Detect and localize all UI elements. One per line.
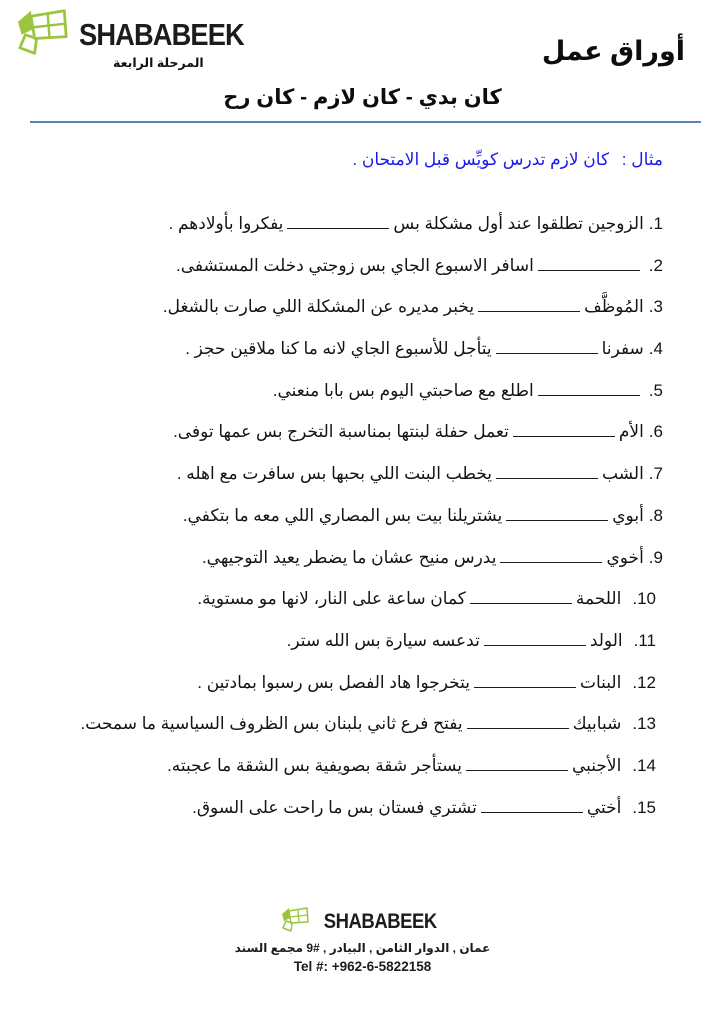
worksheet-item (36, 627, 663, 654)
window-logo-icon (280, 906, 311, 938)
answer-blank (481, 812, 583, 813)
title-divider (30, 121, 701, 123)
worksheet-item (36, 502, 663, 529)
worksheet-item (36, 418, 663, 445)
worksheet-item (36, 710, 663, 737)
item-text-after: يخبر مديره عن المشكلة اللي صارت بالشغل. (162, 297, 475, 317)
item-text-after: يشتريلنا بيت بس المصاري اللي معه ما بتكفي. (182, 505, 503, 525)
item-text-before: شبابيك (572, 714, 622, 734)
worksheet-item (36, 669, 663, 696)
page-footer (0, 906, 725, 974)
window-logo-icon (14, 7, 72, 62)
item-text-after: اطلع مع صاحبتي اليوم بس بابا منعني. (272, 380, 534, 400)
item-text-after: يتأجل للأسبوع الجاي لانه ما كنا ملاقين حجز . (185, 339, 492, 359)
answer-blank (538, 270, 640, 271)
footer-logo (0, 906, 725, 938)
item-text-after: تشتري فستان بس ما راحت على السوق. (192, 797, 477, 817)
worksheet-item (36, 794, 663, 821)
worksheet-content (36, 147, 663, 835)
item-number: 10. (632, 589, 656, 609)
worksheet-item (36, 752, 663, 779)
answer-blank (466, 770, 568, 771)
item-number: 6. (648, 422, 663, 442)
answer-blank (506, 520, 608, 521)
answer-blank (474, 687, 576, 688)
page-title: كان بدي - كان لازم - كان رح (223, 86, 502, 109)
worksheet-item (36, 210, 663, 237)
answer-blank (287, 228, 389, 229)
item-text-before: الولد (589, 630, 623, 650)
item-text-before: سفرنا (601, 339, 644, 359)
brand-logo (14, 7, 266, 62)
footer-phone: Tel #: +962-6-5822158 (293, 959, 432, 974)
example-text: كان لازم تدرس كويِّس قبل الامتحان . (352, 150, 610, 169)
item-text-before: اللحمة (575, 589, 622, 609)
answer-blank (478, 311, 580, 312)
item-number: 3. (648, 297, 663, 317)
item-text-after: تدعسه سيارة بس الله ستر. (286, 630, 480, 650)
footer-brand-wordmark: SHABABEEK (323, 910, 438, 933)
answer-blank (513, 436, 615, 437)
item-number: 11. (633, 630, 656, 650)
item-text-before: الأم (618, 422, 644, 442)
brand-wordmark: SHABABEEK (79, 16, 244, 52)
item-number: 8. (648, 505, 663, 525)
item-number: 1. (648, 214, 663, 233)
item-text-after: يدرس منيح عشان ما يضطر يعيد التوجيهي. (201, 547, 497, 567)
worksheet-item (36, 460, 663, 487)
item-text-before: الزوجين تطلقوا عند أول مشكلة بس (393, 214, 644, 233)
worksheet-item (36, 585, 663, 612)
worksheet-item (36, 544, 663, 571)
item-text-after: تعمل حفلة لبنتها بمناسبة التخرج بس عمها توفى. (173, 422, 509, 442)
item-number: 2. (648, 255, 663, 275)
item-number: 9. (648, 547, 663, 567)
example-sentence (36, 147, 663, 173)
item-text-before: أختي (586, 797, 622, 817)
answer-blank (496, 478, 598, 479)
answer-blank (538, 395, 640, 396)
item-number: 5. (648, 380, 663, 400)
item-number: 7. (648, 464, 663, 484)
worksheet-item (36, 335, 663, 362)
item-text-before: البنات (579, 672, 622, 692)
item-text-after: يخطب البنت اللي بحبها بس سافرت مع اهله . (176, 464, 493, 484)
stage-label: المرحلة الرابعة (113, 56, 204, 70)
answer-blank (500, 562, 602, 563)
item-number: 14. (632, 755, 656, 775)
worksheet-item (36, 252, 663, 279)
answer-blank (470, 603, 572, 604)
item-text-after: يتخرجوا هاد الفصل بس رسبوا بمادتين . (197, 672, 470, 692)
item-text-after: يفتح فرع ثاني بلبنان بس الظروف السياسية ما سمحت. (80, 714, 463, 734)
item-text-before: الشب (602, 464, 644, 484)
worksheet-item (36, 377, 663, 404)
item-text-after: اسافر الاسبوع الجاي بس زوجتي دخلت المستشفى. (176, 255, 534, 275)
answer-blank (484, 645, 586, 646)
item-text-before: الأجنبي (571, 755, 622, 775)
footer-address: عمان , الدوار الثامن , البيادر , #9 مجمع السند (234, 941, 491, 955)
item-text-before: أخوي (606, 547, 644, 567)
item-text-after: يفكروا بأولادهم . (168, 214, 284, 233)
item-text-before: أبوي (612, 505, 644, 525)
item-number: 13. (632, 714, 656, 734)
item-text-after: كمان ساعة على النار، لانها مو مستوية. (197, 589, 466, 609)
worksheet-item (36, 293, 663, 320)
answer-blank (496, 353, 598, 354)
item-number: 12. (632, 672, 656, 692)
answer-blank (467, 728, 569, 729)
example-label: مثال : (621, 150, 663, 169)
document-type-heading: أوراق عمل (541, 36, 685, 66)
item-number: 15. (632, 797, 656, 817)
item-number: 4. (648, 339, 663, 359)
item-text-after: يستأجر شقة بصويفية بس الشقة ما عجبته. (167, 755, 462, 775)
item-text-before: المُوظَّف (584, 297, 644, 317)
